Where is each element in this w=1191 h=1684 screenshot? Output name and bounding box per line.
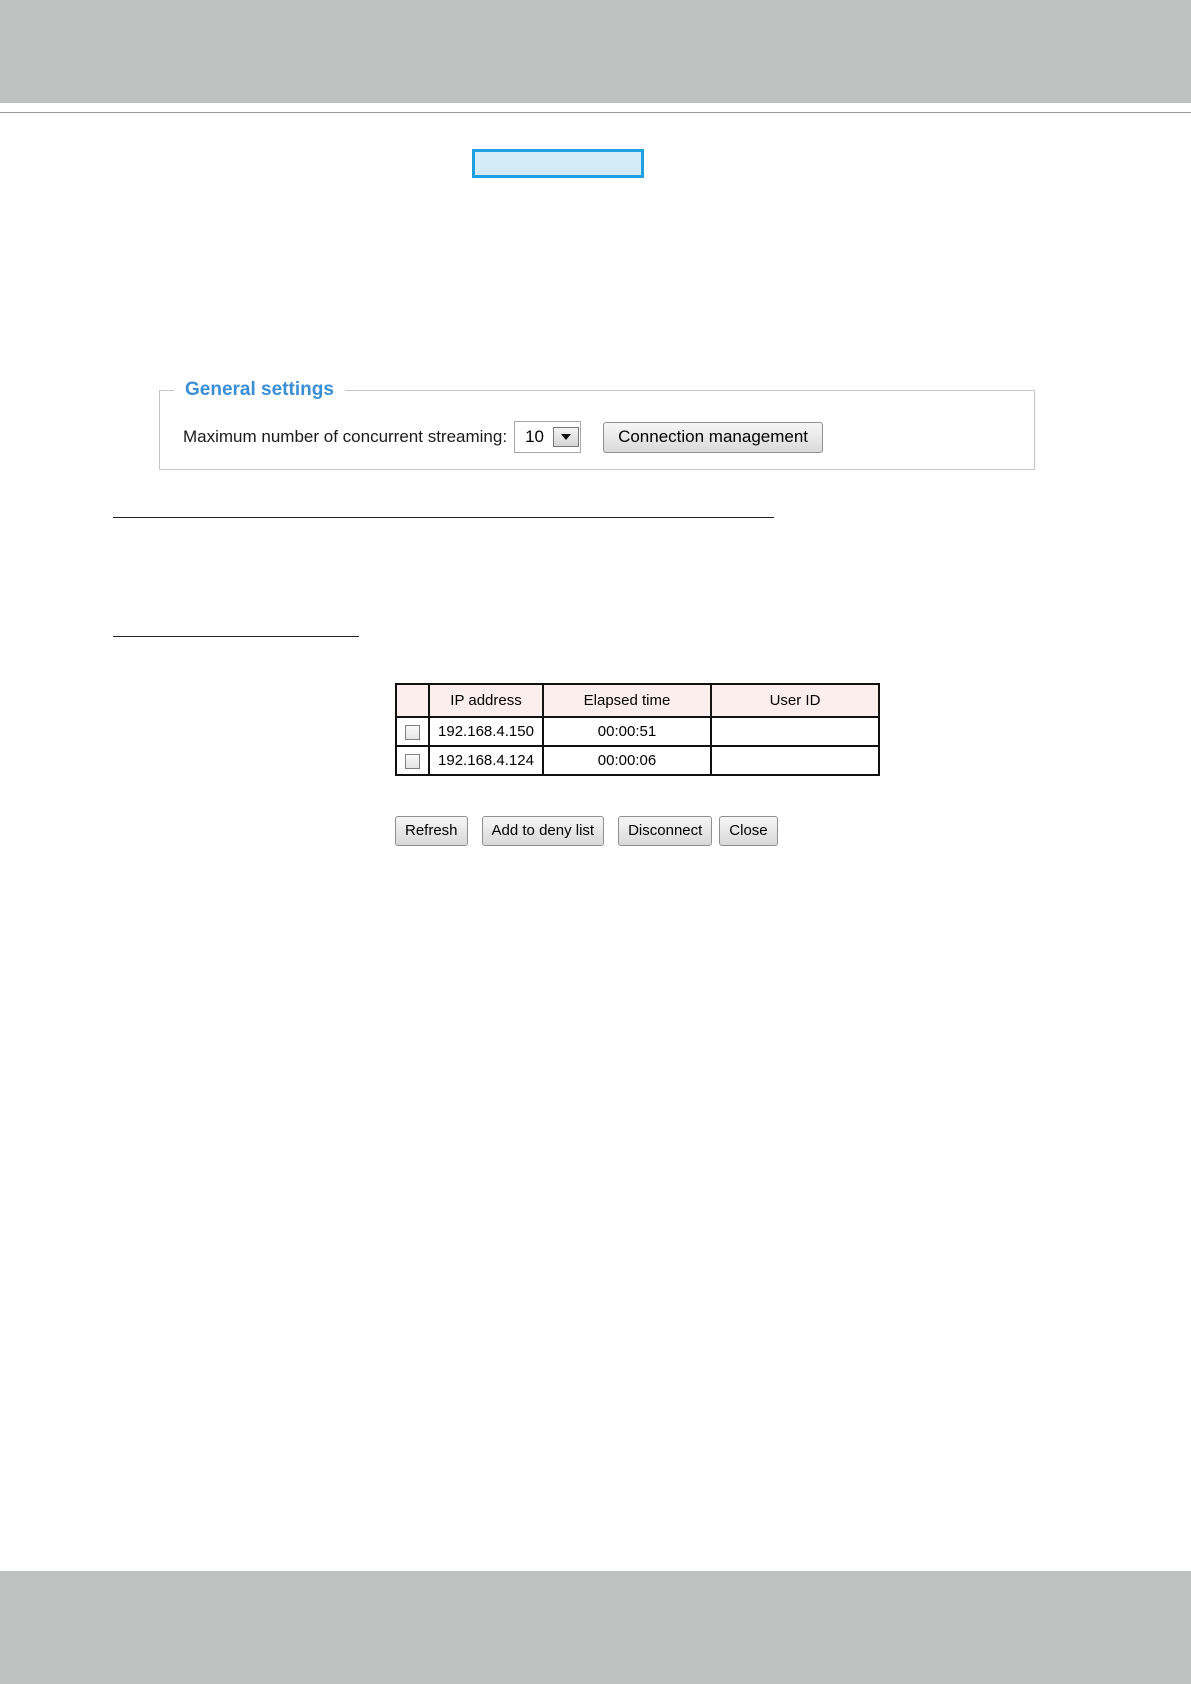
elapsed-time-cell: 00:00:51 bbox=[543, 717, 711, 746]
table-header-row bbox=[396, 684, 879, 717]
max-streaming-row bbox=[183, 419, 823, 455]
user-id-cell bbox=[711, 717, 879, 746]
chevron-down-icon[interactable] bbox=[553, 427, 579, 447]
elapsed-time-cell: 00:00:06 bbox=[543, 746, 711, 775]
disconnect-button[interactable]: Disconnect bbox=[618, 816, 712, 846]
text-underline-short bbox=[113, 636, 359, 637]
header-user-id: User ID bbox=[711, 684, 879, 717]
max-streaming-select[interactable] bbox=[514, 421, 581, 453]
ip-address-cell: 192.168.4.124 bbox=[429, 746, 543, 775]
user-id-cell bbox=[711, 746, 879, 775]
close-button[interactable]: Close bbox=[719, 816, 777, 846]
page-header-band bbox=[0, 0, 1191, 103]
header-elapsed-time: Elapsed time bbox=[543, 684, 711, 717]
highlighted-text-placeholder bbox=[472, 149, 644, 178]
header-ip-address: IP address bbox=[429, 684, 543, 717]
table-row bbox=[396, 717, 879, 746]
table-row bbox=[396, 746, 879, 775]
ip-address-cell: 192.168.4.150 bbox=[429, 717, 543, 746]
header-divider bbox=[0, 112, 1191, 113]
general-settings-legend: General settings bbox=[174, 378, 345, 402]
row-checkbox[interactable] bbox=[405, 725, 420, 740]
connection-actions bbox=[395, 815, 792, 846]
page-footer-band bbox=[0, 1571, 1191, 1684]
header-select bbox=[396, 684, 429, 717]
max-streaming-value: 10 bbox=[525, 427, 544, 446]
text-underline-long bbox=[113, 517, 774, 518]
row-checkbox-cell bbox=[396, 746, 429, 775]
general-settings-group bbox=[159, 379, 1035, 470]
connection-table bbox=[395, 683, 880, 776]
row-checkbox-cell bbox=[396, 717, 429, 746]
max-streaming-label: Maximum number of concurrent streaming: bbox=[183, 427, 508, 446]
row-checkbox[interactable] bbox=[405, 754, 420, 769]
add-to-deny-list-button[interactable]: Add to deny list bbox=[482, 816, 605, 846]
refresh-button[interactable]: Refresh bbox=[395, 816, 468, 846]
connection-management-button[interactable]: Connection management bbox=[603, 422, 823, 453]
